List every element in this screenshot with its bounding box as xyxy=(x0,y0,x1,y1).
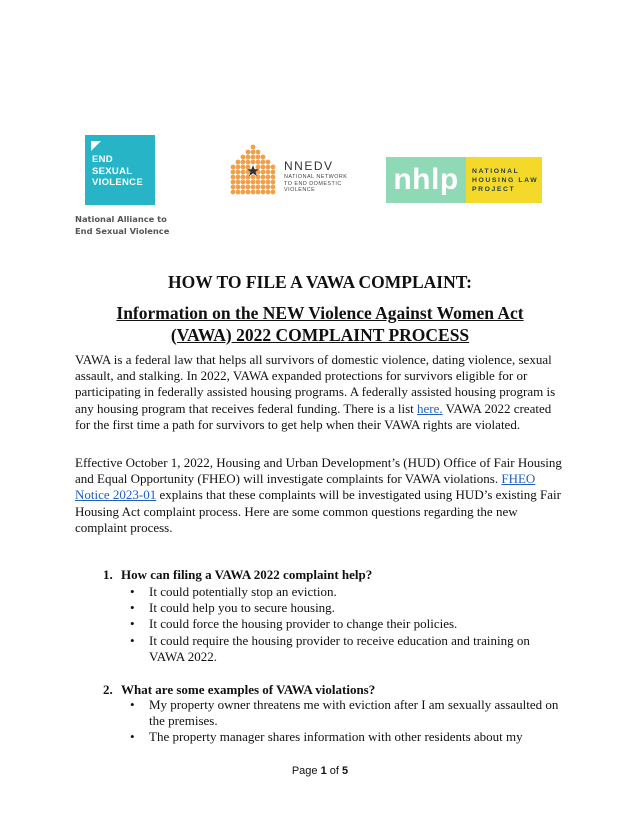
house-dots-icon xyxy=(228,143,278,201)
list-item: • It could require the housing provider to receive education and training on VAWA 2022. xyxy=(130,632,530,664)
list-item: • It could potentially stop an eviction. xyxy=(130,584,337,599)
end-sexual-violence-logo xyxy=(85,135,155,205)
esv-logo-caption: National Alliance to End Sexual Violence xyxy=(75,214,170,236)
page-subtitle: Information on the NEW Violence Against Women Act (VAWA) 2022 COMPLAINT PROCESS xyxy=(116,303,524,345)
list-item: • The property manager shares information with other residents about my xyxy=(130,729,523,745)
fheo-notice-link[interactable]: FHEO Notice 2023-01 xyxy=(75,471,536,503)
fheo-paragraph: Effective October 1, 2022, Housing and Urban Development’s (HUD) Office of Fair Housing and Equal Opportunity (FHEO) will investigate complaints for VAWA violations. FHEO Notice 2023-01 explains that these complaints will be investigated using HUD’s existing Fair Housing Act complaint process. Here are some common questions regarding the new complaint process. xyxy=(75,455,562,535)
arrow-mark-icon xyxy=(91,141,101,151)
intro-paragraph: VAWA is a federal law that helps all survivors of domestic violence, dating violence, sexual assault, and stalking. In 2022, VAWA expanded protections for survivors eligible for or participating in federally assisted housing programs. A federally assisted housing program is any housing program that receives federal funding. There is a list here. VAWA 2022 created for the first time a path for survivors to get help when their VAWA rights are violated. xyxy=(75,352,556,432)
question-1-answers xyxy=(128,584,568,665)
question-2: 2. What are some examples of VAWA violations? xyxy=(103,682,376,697)
nhlp-wordmark: NATIONAL HOUSING LAW PROJECT xyxy=(466,157,542,203)
question-1: 1. How can filing a VAWA 2022 complaint help? xyxy=(103,567,373,582)
list-item: • My property owner threatens me with eviction after I am sexually assaulted on the premises. xyxy=(130,697,559,729)
nnedv-subtitle: NATIONAL NETWORK TO END DOMESTIC VIOLENCE xyxy=(284,174,348,194)
page-title: HOW TO FILE A VAWA COMPLAINT: xyxy=(168,272,472,292)
nnedv-logo xyxy=(228,143,368,203)
page-number: Page 1 of 5 xyxy=(291,765,349,777)
nnedv-name: NNEDV xyxy=(284,159,334,173)
housing-list-link[interactable]: here. xyxy=(417,400,443,416)
nhlp-logo xyxy=(386,157,542,203)
list-item: • It could force the housing provider to change their policies. xyxy=(130,616,458,632)
list-item: • It could help you to secure housing. xyxy=(130,600,335,616)
nhlp-mark: nhlp xyxy=(386,157,466,203)
esv-logo-text: END SEXUAL VIOLENCE xyxy=(92,154,143,188)
question-2-answers xyxy=(128,697,568,746)
